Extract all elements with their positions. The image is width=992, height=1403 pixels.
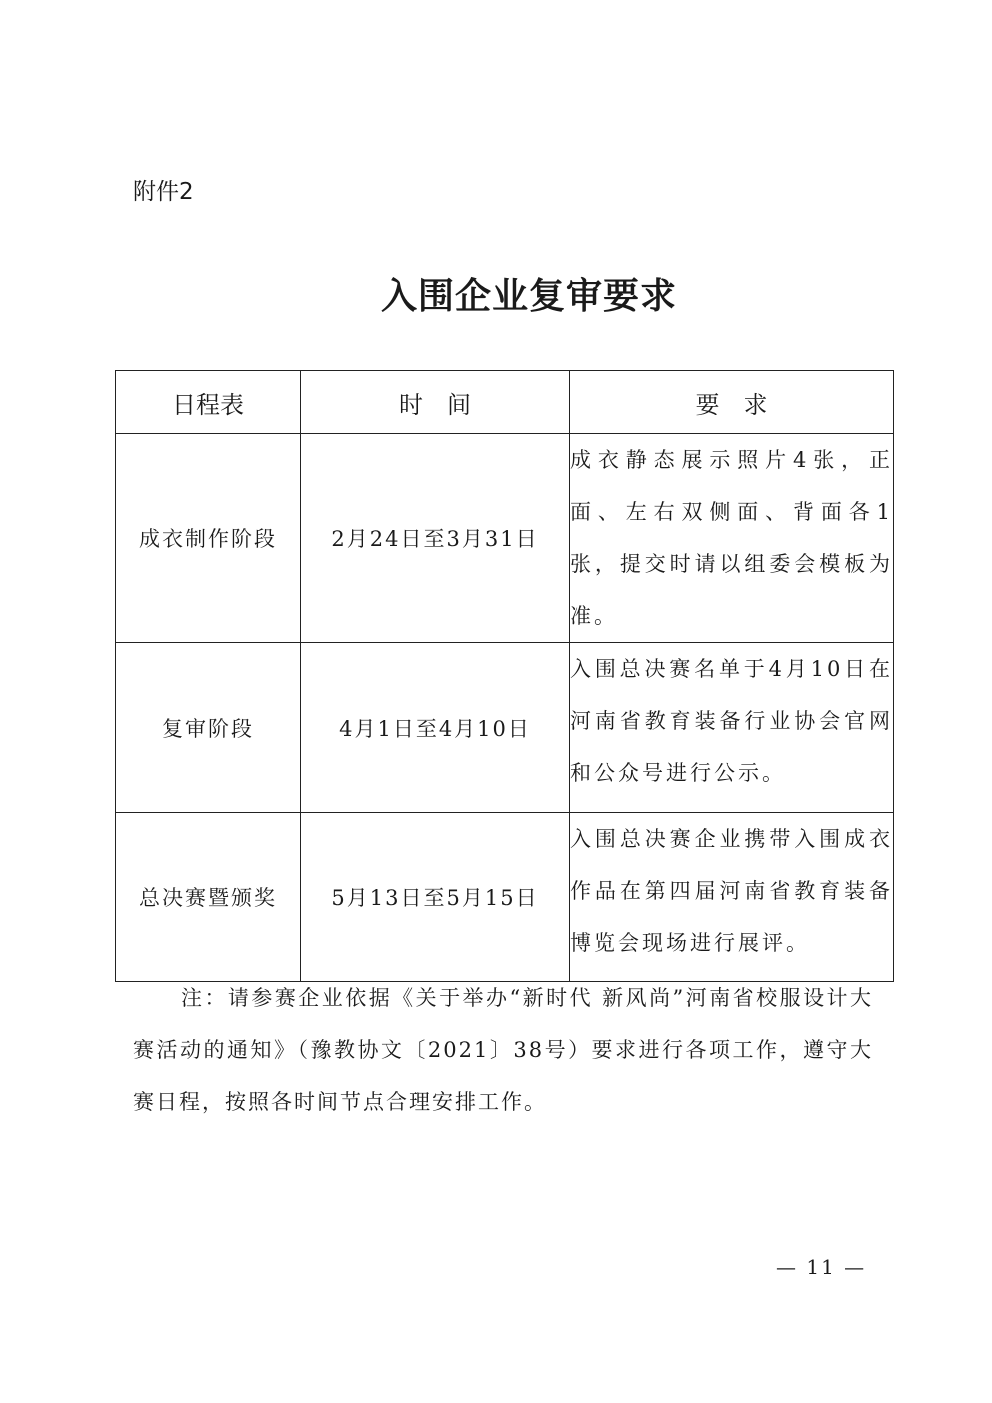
page-number: — 11 —	[776, 1255, 867, 1279]
header-schedule: 日程表	[116, 371, 301, 434]
table-row	[116, 813, 894, 982]
requirement-cell: 入围总决赛企业携带入围成衣作品在第四届河南省教育装备博览会现场进行展评。	[570, 813, 894, 982]
page-title: 入围企业复审要求	[380, 276, 677, 317]
stage-cell: 总决赛暨颁奖	[116, 813, 301, 982]
attachment-label: 附件2	[133, 179, 194, 205]
stage-cell: 成衣制作阶段	[116, 434, 301, 643]
table-row	[116, 434, 894, 643]
period-cell: 2月24日至3月31日	[301, 434, 570, 643]
schedule-table	[115, 370, 894, 982]
requirement-cell: 入围总决赛名单于4月10日在河南省教育装备行业协会官网和公众号进行公示。	[570, 643, 894, 813]
stage-cell: 复审阶段	[116, 643, 301, 813]
period-cell: 5月13日至5月15日	[301, 813, 570, 982]
header-time: 时 间	[301, 371, 570, 434]
table-header-row	[116, 371, 894, 434]
requirement-cell: 成衣静态展示照片4张，正面、左右双侧面、背面各1张，提交时请以组委会模板为准。	[570, 434, 894, 643]
header-requirement: 要 求	[570, 371, 894, 434]
table-row	[116, 643, 894, 813]
period-cell: 4月1日至4月10日	[301, 643, 570, 813]
note-paragraph: 注：请参赛企业依据《关于举办“新时代 新风尚”河南省校服设计大赛活动的通知》（豫教协文〔2021〕38号）要求进行各项工作，遵守大赛日程，按照各时间节点合理安排工作。	[133, 986, 873, 1114]
